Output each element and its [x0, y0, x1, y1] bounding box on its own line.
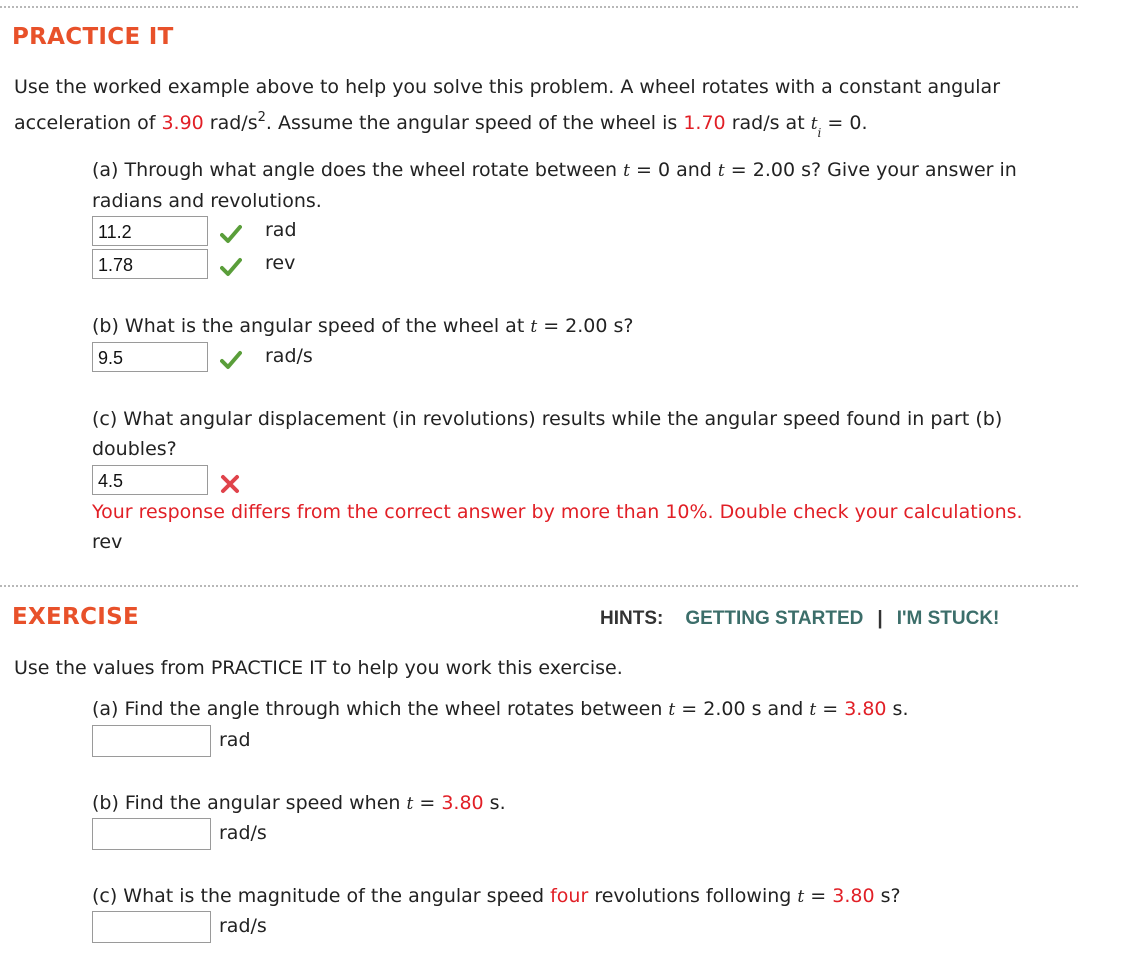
- var-t: t: [809, 700, 817, 720]
- accel-value: 3.90: [161, 112, 204, 134]
- time-value: 3.80: [441, 792, 484, 814]
- exercise-a-input[interactable]: [92, 725, 211, 757]
- practice-b-question: [92, 308, 633, 345]
- q-text: s.: [886, 698, 909, 720]
- top-divider: [0, 6, 1078, 8]
- answer-a-rad-input[interactable]: 11.2: [92, 216, 208, 246]
- intro-text-2b: rad/s: [203, 112, 258, 134]
- exercise-c-question: [92, 878, 901, 915]
- section-divider: [0, 585, 1078, 587]
- check-icon: [220, 349, 242, 371]
- exercise-b-input[interactable]: [92, 818, 211, 850]
- var-t: t: [623, 161, 630, 181]
- unit-rev-c: rev: [92, 531, 123, 553]
- practice-c-question-line2: doubles?: [92, 438, 177, 460]
- var-t: t: [668, 700, 676, 720]
- var-t: t: [406, 794, 414, 814]
- exercise-c-input[interactable]: [92, 911, 211, 943]
- answer-b-input[interactable]: 9.5: [92, 342, 208, 372]
- intro-text-2e: = 0.: [821, 112, 868, 134]
- q-text: (a) Through what angle does the wheel rotate between: [92, 159, 624, 181]
- practice-c-question: (c) What angular displacement (in revolutions) results while the angular speed found in part (b): [92, 408, 1003, 430]
- q-text: s?: [874, 885, 901, 907]
- time-value: 3.80: [832, 885, 875, 907]
- unit-rad-s: rad/s: [265, 345, 313, 367]
- q-text: s.: [483, 792, 506, 814]
- intro-text-2d: rad/s at: [725, 112, 811, 134]
- practice-a-question-line2: radians and revolutions.: [92, 190, 322, 212]
- hints-label: HINTS:: [600, 608, 664, 629]
- check-icon: [220, 256, 242, 278]
- answer-a-rev-input[interactable]: 1.78: [92, 249, 208, 279]
- var-t-sub: i: [817, 126, 822, 140]
- time-value: 3.80: [844, 698, 887, 720]
- var-t: t: [530, 317, 538, 337]
- intro-text-2a: acceleration of: [14, 112, 162, 134]
- q-text: (a) Find the angle through which the wheel rotates between: [92, 698, 669, 720]
- q-text: revolutions following: [588, 885, 798, 907]
- practice-intro-line1: [14, 69, 1000, 105]
- exponent: 2: [257, 110, 266, 125]
- q-text: =: [413, 792, 442, 814]
- var-t: t: [797, 887, 805, 907]
- answer-c-input[interactable]: 4.5: [92, 465, 208, 495]
- exercise-b-question: [92, 785, 506, 822]
- speed-value: 1.70: [683, 112, 726, 134]
- hint-stuck-link[interactable]: I'M STUCK!: [896, 608, 1000, 629]
- exercise-unit-rad-s: rad/s: [219, 822, 267, 844]
- q-text: = 2.00 s and: [675, 698, 810, 720]
- practice-title: PRACTICE IT: [12, 24, 174, 50]
- hints-bar: [600, 608, 999, 630]
- exercise-a-question: [92, 691, 908, 728]
- exercise-title: EXERCISE: [12, 604, 139, 630]
- q-text: (b) What is the angular speed of the wheel at: [92, 315, 531, 337]
- q-text: =: [816, 698, 845, 720]
- q-text: = 2.00 s?: [537, 315, 634, 337]
- intro-text-1: Use the worked example above to help you solve this problem. A wheel rotates with a constant angular: [14, 76, 1001, 98]
- q-text: = 2.00 s? Give your answer in: [724, 159, 1017, 181]
- feedback-message: Your response differs from the correct answer by more than 10%. Double check your calculations.: [92, 501, 1023, 523]
- q-text: = 0 and: [629, 159, 718, 181]
- var-t: t: [717, 161, 725, 181]
- unit-rad: rad: [265, 219, 297, 241]
- unit-rev: rev: [265, 252, 296, 274]
- exercise-intro: Use the values from PRACTICE IT to help you work this exercise.: [14, 657, 623, 679]
- q-text: (c) What is the magnitude of the angular speed: [92, 885, 551, 907]
- exercise-unit-rad: rad: [219, 729, 251, 751]
- exercise-unit-rad-s-c: rad/s: [219, 915, 267, 937]
- q-text: (b) Find the angular speed when: [92, 792, 407, 814]
- check-icon: [220, 223, 242, 245]
- hint-getting-started-link[interactable]: GETTING STARTED: [685, 608, 864, 629]
- intro-text-2c: . Assume the angular speed of the wheel is: [265, 112, 684, 134]
- cross-icon: [219, 473, 241, 495]
- q-text: =: [804, 885, 833, 907]
- highlight-four: four: [550, 885, 589, 907]
- hint-separator: |: [877, 608, 883, 629]
- practice-intro-line2: [14, 105, 868, 144]
- var-t: t: [810, 114, 818, 134]
